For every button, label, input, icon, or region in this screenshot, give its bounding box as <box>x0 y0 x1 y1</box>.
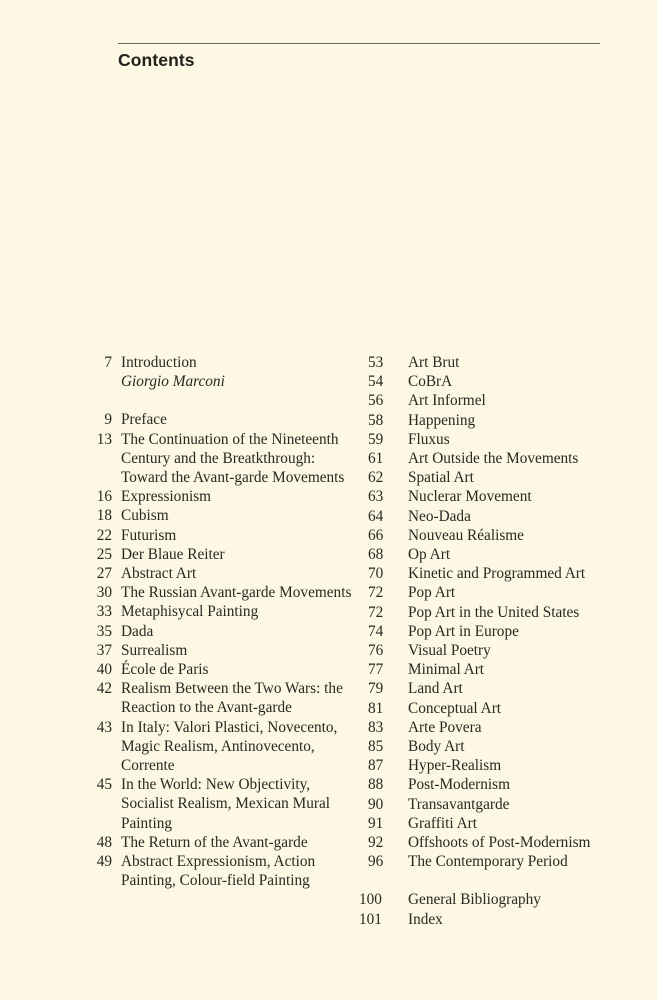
toc-page-number: 63 <box>368 488 384 506</box>
toc-entry[interactable] <box>368 372 648 391</box>
toc-page-number: 87 <box>368 757 384 775</box>
toc-page-number: 68 <box>368 546 384 564</box>
toc-entry-label: Neo-Dada <box>408 507 471 525</box>
toc-entry[interactable] <box>368 852 648 871</box>
toc-entry-label: Offshoots of Post-Modernism <box>408 834 591 852</box>
toc-entry-label: École de Paris <box>121 661 209 679</box>
toc-entry-author: Giorgio Marconi <box>121 373 225 391</box>
toc-entry-label: In the World: New Objectivity, Socialist Realism, Mexican Mural Painting <box>121 776 331 832</box>
toc-page-number: 40 <box>96 661 112 679</box>
toc-entry-label: Kinetic and Programmed Art <box>408 565 586 583</box>
toc-page-number: 90 <box>368 795 384 813</box>
toc-page-number: 16 <box>96 488 112 506</box>
toc-page-number: 64 <box>368 507 384 525</box>
toc-entry[interactable] <box>359 910 648 929</box>
toc-page-number: 58 <box>368 411 384 429</box>
toc-page-number: 43 <box>96 718 112 736</box>
toc-entry[interactable] <box>368 449 648 468</box>
toc-page-number: 62 <box>368 469 384 487</box>
toc-page-number: 49 <box>96 853 112 871</box>
toc-page-number: 85 <box>368 738 384 756</box>
toc-page-number: 33 <box>96 603 112 621</box>
toc-entry[interactable] <box>83 622 353 641</box>
toc-entry[interactable] <box>83 583 353 602</box>
toc-page-number: 54 <box>368 373 384 391</box>
toc-page-number: 18 <box>96 507 112 525</box>
toc-entry[interactable] <box>368 775 648 794</box>
toc-entry-label: Visual Poetry <box>408 642 491 660</box>
toc-entry-label: Graffiti Art <box>408 814 477 832</box>
toc-entry-label: Preface <box>121 411 167 429</box>
toc-page-number: 53 <box>368 354 384 371</box>
toc-entry[interactable] <box>368 430 648 449</box>
toc-entry[interactable] <box>83 506 353 525</box>
toc-entry[interactable] <box>83 353 353 391</box>
toc-page-number: 96 <box>368 853 384 871</box>
toc-entry-label: The Continuation of the Nineteenth Century and the Breatkthrough: Toward the Avant-garde Movements <box>121 430 345 487</box>
toc-entry[interactable] <box>368 526 648 545</box>
toc-entry-label: Cubism <box>121 507 169 525</box>
toc-entry[interactable] <box>83 660 353 679</box>
toc-entry[interactable] <box>368 833 648 852</box>
toc-entry[interactable] <box>368 545 648 564</box>
toc-entry-label: Abstract Art <box>121 565 197 583</box>
toc-entry[interactable] <box>368 795 648 814</box>
toc-entry[interactable] <box>83 641 353 660</box>
toc-entry-label: Introduction Giorgio Marconi <box>121 353 353 391</box>
toc-entry-label: Index <box>408 910 443 928</box>
toc-entry[interactable] <box>359 890 648 909</box>
header-divider <box>118 43 600 44</box>
toc-page-number: 42 <box>96 680 112 698</box>
toc-entry[interactable] <box>368 603 648 622</box>
toc-page-number: 66 <box>368 526 384 544</box>
toc-page-number: 74 <box>368 622 384 640</box>
toc-entry[interactable] <box>368 660 648 679</box>
toc-entry[interactable] <box>368 718 648 737</box>
toc-entry-label: Surrealism <box>121 641 188 659</box>
toc-page-number: 79 <box>368 680 384 698</box>
toc-entry[interactable] <box>83 679 353 717</box>
toc-entry-label: Art Outside the Movements <box>408 450 579 468</box>
toc-page-number: 30 <box>96 584 112 602</box>
toc-page-number: 56 <box>368 392 384 410</box>
toc-page-number: 81 <box>368 699 384 717</box>
toc-entry-label: Body Art <box>408 738 465 756</box>
toc-page-number: 100 <box>359 891 382 909</box>
toc-entry-label: Pop Art in Europe <box>408 622 519 640</box>
toc-column-right <box>359 353 648 929</box>
toc-entry-label: The Return of the Avant-garde <box>121 833 308 851</box>
toc-entry-label: Happening <box>408 411 476 429</box>
toc-entry[interactable] <box>368 391 648 410</box>
toc-entry[interactable] <box>83 833 353 852</box>
toc-page-number: 9 <box>104 411 112 429</box>
toc-page-number: 101 <box>359 910 382 928</box>
toc-entry[interactable] <box>368 756 648 775</box>
toc-entry-label: The Russian Avant-garde Movements <box>121 584 352 602</box>
toc-entry-label: Pop Art in the United States <box>408 603 580 621</box>
toc-page-number: 45 <box>96 776 112 794</box>
toc-page-number: 91 <box>368 814 384 832</box>
toc-page-number: 25 <box>96 545 112 563</box>
toc-entry[interactable] <box>83 545 353 564</box>
toc-entry[interactable] <box>368 699 648 718</box>
toc-entry[interactable] <box>368 583 648 602</box>
toc-page-number: 92 <box>368 834 384 852</box>
toc-entry-label: Conceptual Art <box>408 699 502 717</box>
toc-entry-label: Arte Povera <box>408 718 482 736</box>
toc-entry-label: CoBrA <box>408 373 453 391</box>
toc-page-number: 88 <box>368 776 384 794</box>
toc-entry-label: Abstract Expressionism, Action Painting, Colour-field Painting <box>121 853 316 890</box>
toc-page-number: 37 <box>96 641 112 659</box>
toc-entry-label: Expressionism <box>121 488 212 506</box>
toc-entry-label: Fluxus <box>408 430 450 448</box>
toc-entry[interactable] <box>83 564 353 583</box>
toc-page-number: 22 <box>96 526 112 544</box>
toc-entry-label: Post-Modernism <box>408 776 510 794</box>
toc-entry[interactable] <box>83 526 353 545</box>
toc-entry-label: In Italy: Valori Plastici, Novecento, Magic Realism, Antinovecento, Corrente <box>121 718 338 775</box>
toc-entry-label: Realism Between the Two Wars: the Reaction to the Avant-garde <box>121 680 343 717</box>
toc-page-number: 76 <box>368 642 384 660</box>
toc-entry[interactable] <box>83 430 353 488</box>
toc-entry[interactable] <box>368 679 648 698</box>
toc-page-number: 13 <box>96 430 112 448</box>
toc-entry-label: Pop Art <box>408 584 456 602</box>
toc-entry-label: Der Blaue Reiter <box>121 545 225 563</box>
toc-entry[interactable] <box>368 468 648 487</box>
page-title: Contents <box>118 50 195 70</box>
toc-entry[interactable] <box>368 487 648 506</box>
toc-page-number: 72 <box>368 603 384 621</box>
toc-entry-label: Art Informel <box>408 392 486 410</box>
toc-column-left <box>83 353 353 890</box>
toc-entry[interactable] <box>368 353 648 372</box>
toc-page-number: 7 <box>104 354 112 371</box>
toc-page-number: 77 <box>368 661 384 679</box>
toc-entry-label: Nouveau Réalisme <box>408 526 524 544</box>
toc-entry[interactable] <box>368 411 648 430</box>
toc-entry[interactable] <box>368 814 648 833</box>
toc-page-number: 70 <box>368 565 384 583</box>
toc-entry-label: Nuclerar Movement <box>408 488 532 506</box>
toc-page-number: 27 <box>96 565 112 583</box>
toc-page-number: 61 <box>368 450 384 468</box>
toc-entry-label: Metaphisycal Painting <box>121 603 259 621</box>
toc-entry[interactable] <box>83 852 353 890</box>
toc-entry[interactable] <box>83 487 353 506</box>
toc-entry[interactable] <box>368 737 648 756</box>
toc-entry[interactable] <box>83 718 353 776</box>
toc-page-number: 59 <box>368 430 384 448</box>
toc-entry-label: The Contemporary Period <box>408 853 568 871</box>
toc-page-number: 72 <box>368 584 384 602</box>
toc-entry-label: Hyper-Realism <box>408 757 502 775</box>
toc-entry-label: Transavantgarde <box>408 795 510 813</box>
toc-page-number: 83 <box>368 718 384 736</box>
toc-entry-label: Minimal Art <box>408 661 485 679</box>
toc-entry-label: General Bibliography <box>408 891 541 909</box>
toc-entry-label: Land Art <box>408 680 463 698</box>
toc-entry[interactable] <box>368 507 648 526</box>
toc-entry-label: Dada <box>121 622 154 640</box>
toc-entry[interactable] <box>368 564 648 583</box>
toc-entry[interactable] <box>83 602 353 621</box>
toc-entry[interactable] <box>83 775 353 833</box>
toc-page-number: 48 <box>96 833 112 851</box>
toc-entry-label: Op Art <box>408 546 451 564</box>
toc-entry-label: Spatial Art <box>408 469 474 487</box>
toc-page-number: 35 <box>96 622 112 640</box>
toc-entry-label: Art Brut <box>408 354 460 371</box>
toc-entry-label: Futurism <box>121 526 177 544</box>
toc-entry[interactable] <box>368 622 648 641</box>
toc-entry[interactable] <box>368 641 648 660</box>
toc-entry[interactable] <box>83 410 353 429</box>
